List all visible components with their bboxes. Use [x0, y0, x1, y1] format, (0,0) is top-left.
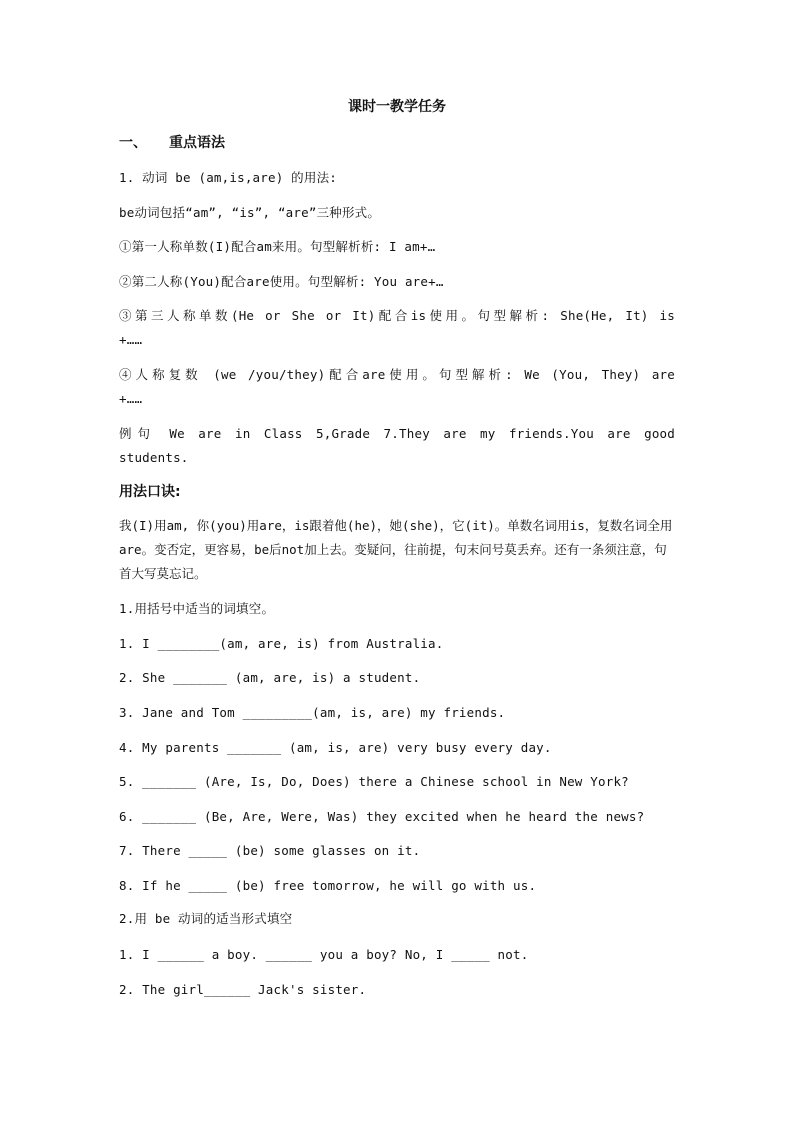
section-title: 重点语法	[169, 135, 225, 151]
rule-third-person-line1: ③第三人称单数(He or She or It)配合is使用。句型解析: She(He, It) is	[119, 308, 675, 323]
exercise1-item: 3. Jane and Tom _________(am, is, are) my friends.	[119, 705, 506, 720]
section-heading	[119, 135, 675, 151]
section-number: 一、	[119, 135, 147, 151]
exercise2-item: 1. I ______ a boy. ______ you a boy? No, I _____ not.	[119, 947, 529, 962]
example-line1: 例句 We are in Class 5,Grade 7.They are my friends.You are good	[119, 426, 675, 441]
mnemonic-heading: 用法口诀:	[119, 484, 181, 500]
exercise1-item: 2. She _______ (am, are, is) a student.	[119, 670, 421, 685]
grammar-point-1: 1. 动词 be (am,is,are) 的用法:	[119, 170, 338, 185]
exercise1-item: 6. _______ (Be, Are, Were, Was) they excited when he heard the news?	[119, 809, 645, 824]
be-forms-text: be动词包括“am”, “is”, “are”三种形式。	[119, 205, 381, 220]
page-title: 课时一教学任务	[348, 99, 446, 115]
exercise1-heading: 1.用括号中适当的词填空。	[119, 601, 275, 616]
exercise1-item: 5. _______ (Are, Is, Do, Does) there a Chinese school in New York?	[119, 774, 629, 789]
rule-first-person: ①第一人称单数(I)配合am来用。句型解析析: I am+…	[119, 239, 436, 254]
rule-plural-line1: ④人称复数 (we /you/they)配合are使用。句型解析: We (You, They) are	[119, 367, 675, 382]
rule-plural-line2: +……	[119, 391, 143, 406]
rule-second-person: ②第二人称(You)配合are使用。句型解析: You are+…	[119, 274, 444, 289]
example-line2: students.	[119, 450, 189, 465]
exercise1-item: 4. My parents _______ (am, is, are) very busy every day.	[119, 740, 552, 755]
exercise2-item: 2. The girl______ Jack's sister.	[119, 982, 367, 997]
mnemonic-text: 我(I)用am, 你(you)用are，is跟着他(he)，她(she)，它(it)。单数名词用is，复数名词全用are。变否定，更容易，be后not加上去。变疑问，往前提，句末问号莫丢弃。还有一条须注意，句首大写莫忘记。	[119, 518, 673, 581]
exercise1-item: 1. I ________(am, are, is) from Australia.	[119, 636, 444, 651]
exercise1-item: 7. There _____ (be) some glasses on it.	[119, 843, 421, 858]
exercise1-item: 8. If he _____ (be) free tomorrow, he will go with us.	[119, 878, 537, 893]
exercise2-heading: 2.用 be 动词的适当形式填空	[119, 911, 293, 926]
rule-third-person-line2: +……	[119, 332, 143, 347]
